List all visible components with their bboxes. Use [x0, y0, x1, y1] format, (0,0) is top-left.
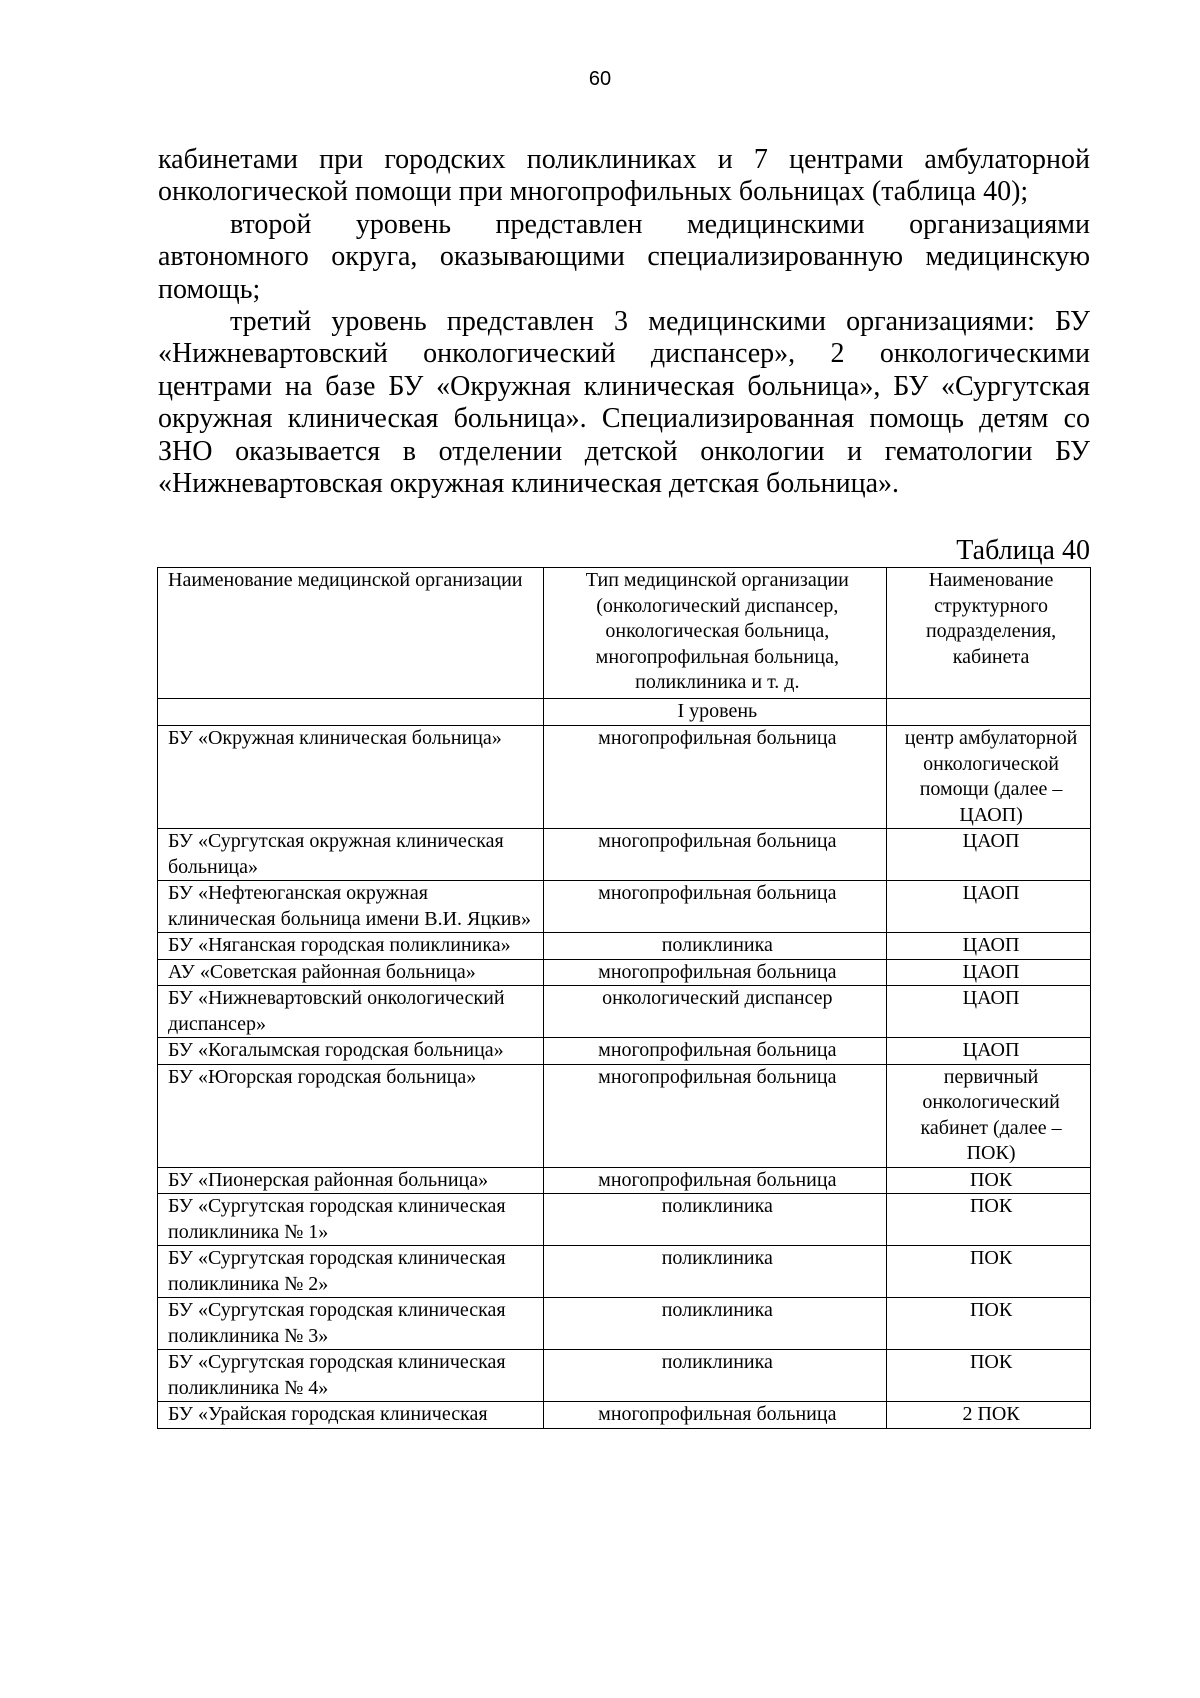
cell-subdivision: ПОК	[887, 1298, 1091, 1350]
cell-org-name: БУ «Окружная клиническая больница»	[158, 726, 544, 829]
cell-org-type: поликлиника	[543, 1194, 887, 1246]
table-header-row	[158, 568, 1091, 699]
cell-org-type: многопрофильная больница	[543, 1402, 887, 1429]
cell-org-type: многопрофильная больница	[543, 1064, 887, 1167]
header-subdivision: Наименование структурного подразделения, кабинета	[887, 568, 1091, 699]
cell-subdivision: ЦАОП	[887, 986, 1091, 1038]
cell-org-type: многопрофильная больница	[543, 881, 887, 933]
cell-org-type: многопрофильная больница	[543, 959, 887, 986]
cell-org-name: БУ «Сургутская окружная клиническая больница»	[158, 829, 544, 881]
cell-subdivision: ПОК	[887, 1194, 1091, 1246]
table-row	[158, 1298, 1091, 1350]
level-empty-cell	[887, 699, 1091, 726]
page-number: 60	[588, 68, 612, 90]
table-row	[158, 933, 1091, 960]
cell-subdivision: ЦАОП	[887, 881, 1091, 933]
cell-subdivision: ПОК	[887, 1246, 1091, 1298]
header-org-name: Наименование медицинской организации	[158, 568, 544, 699]
cell-subdivision: 2 ПОК	[887, 1402, 1091, 1429]
cell-org-name: БУ «Няганская городская поликлиника»	[158, 933, 544, 960]
cell-org-type: поликлиника	[543, 1246, 887, 1298]
cell-org-type: поликлиника	[543, 1350, 887, 1402]
cell-subdivision: ЦАОП	[887, 1038, 1091, 1065]
level-empty-cell	[158, 699, 544, 726]
cell-org-type: многопрофильная больница	[543, 1167, 887, 1194]
table-row	[158, 829, 1091, 881]
paragraph: третий уровень представлен 3 медицинскими организациями: БУ «Нижневартовский онкологический диспансер», 2 онкологическими центрами на базе БУ «Окружная клиническая больница», БУ «Сургутская окружная клиническая больница». Специализированная помощь детям со ЗНО оказывается в отделении детской онкологии и гематологии БУ «Нижневартовская окружная клиническая детская больница».	[158, 306, 1090, 500]
cell-org-type: поликлиника	[543, 1298, 887, 1350]
table-row	[158, 1402, 1091, 1429]
table-row	[158, 726, 1091, 829]
cell-subdivision: ЦАОП	[887, 829, 1091, 881]
body-text	[158, 144, 1090, 500]
cell-subdivision: ЦАОП	[887, 959, 1091, 986]
cell-subdivision: первичный онкологический кабинет (далее – ПОК)	[887, 1064, 1091, 1167]
level-row	[158, 699, 1091, 726]
cell-org-name: БУ «Югорская городская больница»	[158, 1064, 544, 1167]
cell-org-name: БУ «Сургутская городская клиническая поликлиника № 2»	[158, 1246, 544, 1298]
cell-org-type: многопрофильная больница	[543, 829, 887, 881]
header-org-type: Тип медицинской организации (онкологический диспансер, онкологическая больница, многопрофильная больница, поликлиника и т. д.	[543, 568, 887, 699]
level-label: I уровень	[543, 699, 887, 726]
cell-subdivision: центр амбулаторной онкологической помощи (далее – ЦАОП)	[887, 726, 1091, 829]
cell-org-name: БУ «Сургутская городская клиническая поликлиника № 3»	[158, 1298, 544, 1350]
cell-org-type: многопрофильная больница	[543, 1038, 887, 1065]
table-row	[158, 986, 1091, 1038]
table-row	[158, 881, 1091, 933]
table-row	[158, 959, 1091, 986]
table-caption: Таблица 40	[956, 535, 1090, 566]
cell-org-type: онкологический диспансер	[543, 986, 887, 1038]
paragraph: второй уровень представлен медицинскими организациями автономного округа, оказывающими специализированную медицинскую помощь;	[158, 208, 1090, 305]
cell-subdivision: ПОК	[887, 1167, 1091, 1194]
cell-org-name: БУ «Сургутская городская клиническая поликлиника № 4»	[158, 1350, 544, 1402]
cell-org-name: БУ «Урайская городская клиническая	[158, 1402, 544, 1429]
table-row	[158, 1246, 1091, 1298]
cell-org-type: многопрофильная больница	[543, 726, 887, 829]
cell-org-name: БУ «Когалымская городская больница»	[158, 1038, 544, 1065]
cell-org-type: поликлиника	[543, 933, 887, 960]
table-row	[158, 1038, 1091, 1065]
table-row	[158, 1194, 1091, 1246]
cell-subdivision: ЦАОП	[887, 933, 1091, 960]
paragraph: кабинетами при городских поликлиниках и 7 центрами амбулаторной онкологической помощи при многопрофильных больницах (таблица 40);	[158, 144, 1090, 208]
cell-org-name: АУ «Советская районная больница»	[158, 959, 544, 986]
table-row	[158, 1350, 1091, 1402]
cell-org-name: БУ «Нефтеюганская окружная клиническая больница имени В.И. Яцкив»	[158, 881, 544, 933]
table-row	[158, 1167, 1091, 1194]
cell-org-name: БУ «Нижневартовский онкологический диспансер»	[158, 986, 544, 1038]
cell-subdivision: ПОК	[887, 1350, 1091, 1402]
table-row	[158, 1064, 1091, 1167]
cell-org-name: БУ «Пионерская районная больница»	[158, 1167, 544, 1194]
organizations-table	[157, 567, 1091, 1429]
cell-org-name: БУ «Сургутская городская клиническая поликлиника № 1»	[158, 1194, 544, 1246]
